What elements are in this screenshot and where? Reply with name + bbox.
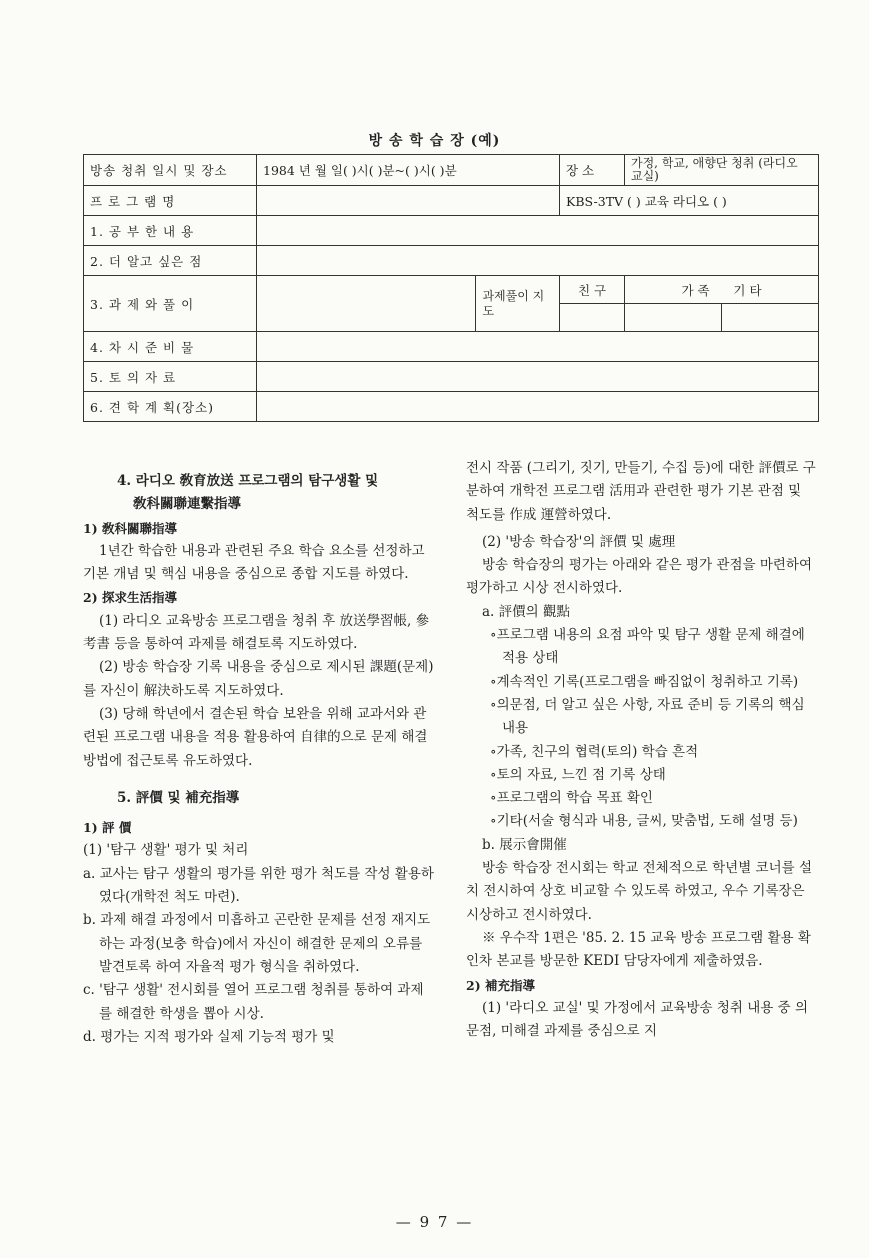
left-column: [83, 470, 435, 1049]
subsection-1-heading: 1) 敎科關聯指導: [83, 520, 177, 536]
subsection-2-heading: 2) 探求生活指導: [83, 590, 177, 606]
row-place-value: 가정, 학교, 애향단 청취 (라디오 교실): [625, 155, 819, 186]
list-heading: a. 評價의 觀點: [482, 603, 570, 620]
row-content-label: 1. 공 부 한 내 용: [84, 216, 257, 246]
paragraph: 1년간 학습한 내용과 관련된 주요 학습 요소를 선정하고 기본 개념 및 핵심 내용을 중심으로 종합 지도를 하였다.: [83, 542, 425, 583]
row-materials-label: 4. 차 시 준 비 물: [84, 332, 257, 362]
paragraph: (1) '라디오 교실' 및 가정에서 교육방송 청취 내용 중 의문점, 미해결 과제를 중심으로 지: [466, 999, 808, 1040]
row-task-friend-blank: [560, 304, 625, 332]
paragraph: (1) '탐구 생활' 평가 및 처리: [83, 842, 249, 859]
row-program-blank: [257, 186, 560, 216]
bullet-item: ∘의문점, 더 알고 싶은 사항, 자료 준비 등 기록의 핵심 내용: [490, 696, 805, 737]
list-item: b. 과제 해결 과정에서 미흡하고 곤란한 문제를 선정 재지도 하는 과정(보충 학습)에서 자신이 해결한 문제의 오류를 발견토록 하여 자율적 평가 형식을 취하였다.: [83, 912, 431, 975]
family-label: 가 족: [681, 282, 710, 298]
form-title: 방 송 학 습 장 (예): [368, 133, 501, 149]
list-item: d. 평가는 지적 평가와 실제 기능적 평가 및: [83, 1028, 335, 1045]
paragraph: 전시 작품 (그리기, 짓기, 만들기, 수집 등)에 대한 評價로 구분하여 개학전 프로그램 活用과 관련한 평가 기본 관점 및 척도를 作成 運營하였다.: [466, 460, 816, 523]
paragraph: (3) 당해 학년에서 결손된 학습 보완을 위해 교과서와 관련된 프로그램 내용을 적용 활용하여 自律的으로 문제 해결 방법에 접근토록 유도하였다.: [83, 705, 428, 769]
page-number: — 9 7 —: [395, 1213, 474, 1231]
learning-notebook-form: [83, 154, 819, 422]
bullet-item: ∘기타(서술 형식과 내용, 글씨, 맞춤법, 도해 설명 등): [490, 813, 798, 830]
row-datetime-value: 1984 년 월 일( )시( )분~( )시( )분: [257, 155, 560, 186]
row-task-family-blank: [625, 304, 722, 332]
bullet-item: ∘토의 자료, 느낀 점 기록 상태: [490, 766, 666, 783]
row-task-guide-label: 과제풀이 지 도: [476, 276, 560, 332]
row-task-friend-label: 친 구: [560, 276, 625, 304]
bullet-item: ∘프로그램의 학습 목표 확인: [490, 790, 653, 807]
list-item: c. '탐구 생활' 전시회를 열어 프로그램 청취를 통하여 과제를 해결한 학생을 뽑아 시상.: [83, 982, 424, 1022]
row-question-label: 2. 더 알고 싶은 점: [84, 246, 257, 276]
row-place-label: 장 소: [560, 155, 625, 186]
section-4-heading-line1: 4. 라디오 敎育放送 프로그램의 탐구생활 및: [117, 473, 379, 489]
list-item: a. 교사는 탐구 생활의 평가를 위한 평가 척도를 작성 활용하였다(개학전 척도 마련).: [83, 865, 434, 906]
row-task-label: 3. 과 제 와 풀 이: [84, 276, 257, 332]
other-label: 기 타: [733, 282, 762, 298]
row-discussion-label: 5. 토 의 자 료: [84, 362, 257, 392]
bullet-item: ∘프로그램 내용의 요점 파악 및 탐구 생활 문제 해결에 적용 상태: [490, 627, 805, 667]
bullet-item: ∘가족, 친구의 협력(토의) 학습 흔적: [490, 743, 699, 760]
section-5-heading: 5. 評價 및 補充指導: [117, 789, 240, 806]
paragraph: ※ 우수작 1편은 '85. 2. 15 교육 방송 프로그램 활용 확인차 본교를 방문한 KEDI 담당자에게 제출하였음.: [466, 929, 811, 970]
row-datetime-label: 방송 청취 일시 및 장소: [84, 155, 257, 186]
row-task-other-blank: [721, 304, 818, 332]
paragraph: (1) 라디오 교육방송 프로그램을 청취 후 放送學習帳, 參考書 등을 통하여 과제를 해결토록 지도하였다.: [83, 612, 430, 653]
row-discussion-blank: [257, 362, 819, 392]
section-4-heading-line2: 敎科關聯連繫指導: [133, 496, 241, 513]
subsection-heading: 2) 補充指導: [466, 977, 535, 993]
paragraph: (2) 방송 학습장 기록 내용을 중심으로 제시된 課題(문제)를 자신이 解決하도록 지도하였다.: [83, 659, 434, 699]
bullet-item: ∘계속적인 기록(프로그램을 빠짐없이 청취하고 기록): [490, 673, 799, 690]
row-content-blank: [257, 216, 819, 246]
row-program-label: 프 로 그 램 명: [84, 186, 257, 216]
evaluation-heading: 1) 評 價: [83, 820, 132, 836]
row-fieldtrip-blank: [257, 392, 819, 422]
row-program-value: KBS-3TV ( ) 교육 라디오 ( ): [560, 186, 819, 216]
paragraph: 방송 학습장 전시회는 학교 전체적으로 학년별 코너를 설치 전시하여 상호 비교할 수 있도록 하였고, 우수 기록장은 시상하고 전시하였다.: [466, 860, 812, 923]
right-column: [466, 457, 818, 1043]
row-task-family-other-label: [625, 276, 819, 304]
paragraph: (2) '방송 학습장'의 評價 및 處理: [482, 533, 676, 550]
row-fieldtrip-label: 6. 견 학 계 획(장소): [84, 392, 257, 422]
row-materials-blank: [257, 332, 819, 362]
paragraph: 방송 학습장의 평가는 아래와 같은 평가 관점을 마련하여 평가하고 시상 전시하였다.: [466, 557, 812, 597]
row-question-blank: [257, 246, 819, 276]
row-task-blank: [257, 276, 476, 332]
list-heading: b. 展示會開催: [482, 836, 567, 853]
